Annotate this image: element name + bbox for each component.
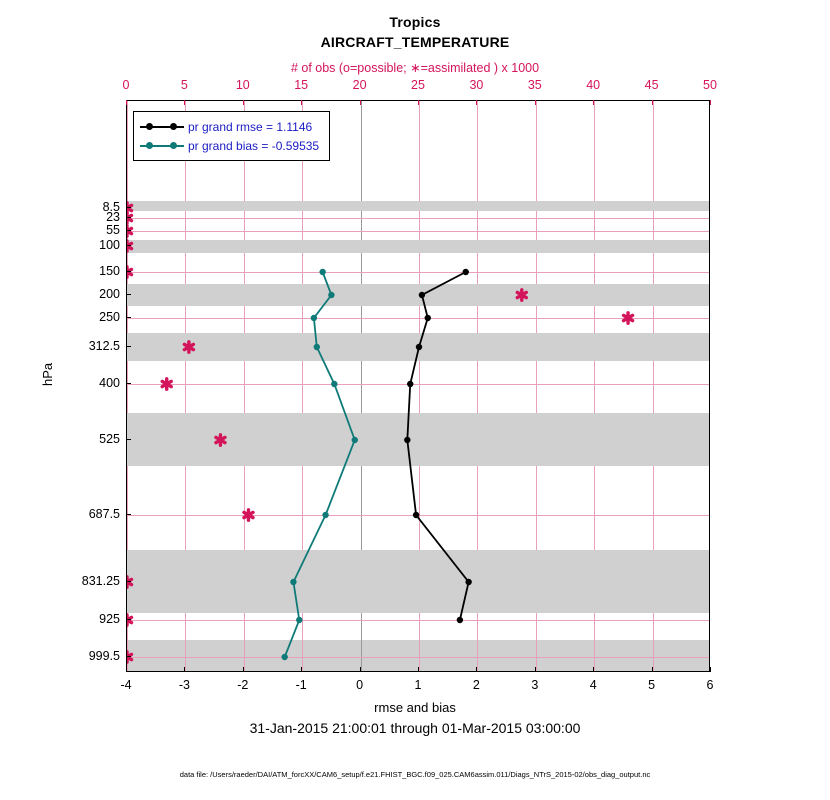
x-tick-label: -4 xyxy=(120,678,132,692)
x-tick-mark xyxy=(418,667,419,672)
y-tick-label: 200 xyxy=(99,287,120,301)
series-point xyxy=(463,269,469,275)
series-line xyxy=(285,272,355,657)
series-point xyxy=(457,617,463,623)
y-tick-label: 150 xyxy=(99,264,120,278)
y-tick-mark xyxy=(126,514,131,515)
series-point xyxy=(425,315,431,321)
top-tick-label: 50 xyxy=(703,78,717,92)
obs-count-marker xyxy=(624,313,633,323)
x-tick-label: 4 xyxy=(589,678,597,692)
x-tick-mark xyxy=(360,667,361,672)
y-tick-mark xyxy=(126,383,131,384)
y-tick-label: 687.5 xyxy=(88,507,120,521)
x-tick-label: 6 xyxy=(706,678,714,692)
y-tick-mark xyxy=(126,217,131,218)
legend-swatch-bias xyxy=(140,140,184,152)
series-point xyxy=(290,579,296,585)
obs-count-marker xyxy=(184,342,193,352)
legend-label-rmse: pr grand rmse = 1.1146 xyxy=(188,119,313,134)
top-tick-label: 40 xyxy=(586,78,601,92)
y-tick-mark xyxy=(126,439,131,440)
legend-item-rmse xyxy=(140,117,319,136)
x-tick-mark xyxy=(184,667,185,672)
chart-legend xyxy=(133,111,330,161)
y-tick-label: 925 xyxy=(99,612,120,626)
legend-item-bias xyxy=(140,136,319,155)
series-point xyxy=(328,292,334,298)
series-point xyxy=(465,579,471,585)
y-tick-label: 100 xyxy=(99,238,120,252)
top-tick-mark xyxy=(710,100,711,105)
series-point xyxy=(331,381,337,387)
top-tick-label: 5 xyxy=(180,78,188,92)
x-tick-mark xyxy=(593,667,594,672)
y-tick-label: 250 xyxy=(99,310,120,324)
series-point xyxy=(281,654,287,660)
top-tick-label: 25 xyxy=(411,78,425,92)
chart-title: Tropics xyxy=(389,14,441,30)
top-tick-label: 20 xyxy=(352,78,367,92)
y-tick-label: 23 xyxy=(106,210,120,224)
obs-count-marker xyxy=(127,577,132,587)
obs-count-marker xyxy=(127,226,132,236)
legend-label-bias: pr grand bias = -0.59535 xyxy=(188,138,320,153)
obs-count-marker xyxy=(127,213,132,223)
series-point xyxy=(319,269,325,275)
y-tick-mark xyxy=(126,207,131,208)
y-tick-mark xyxy=(126,230,131,231)
chart-subtitle: AIRCRAFT_TEMPERATURE xyxy=(320,34,510,50)
top-tick-label: 35 xyxy=(527,78,542,92)
obs-count-marker xyxy=(127,652,132,662)
top-tick-mark xyxy=(301,100,302,105)
top-tick-mark xyxy=(652,100,653,105)
series-point xyxy=(407,381,413,387)
y-tick-label: 8.5 xyxy=(102,200,120,214)
y-tick-label: 400 xyxy=(99,376,120,390)
legend-swatch-rmse xyxy=(140,121,184,133)
top-tick-mark xyxy=(476,100,477,105)
x-tick-mark xyxy=(710,667,711,672)
y-tick-label: 312.5 xyxy=(88,339,120,353)
top-tick-mark xyxy=(184,100,185,105)
y-tick-mark xyxy=(126,656,131,657)
series-point xyxy=(416,344,422,350)
y-tick-label: 55 xyxy=(106,223,120,237)
data-file-caption: data file: /Users/raeder/DAI/ATM_forcXX/CAM6_setup/f.e21.FHIST_BGC.f09_025.CAM6assim.011/Diags_NTrS_2015-02/obs_diag_output.nc xyxy=(179,770,651,779)
series-point xyxy=(322,512,328,518)
series-line xyxy=(407,272,468,620)
y-tick-mark xyxy=(126,346,131,347)
x-tick-label: -3 xyxy=(178,678,190,692)
plot-area xyxy=(126,100,710,672)
y-tick-label: 831.25 xyxy=(81,574,120,588)
top-axis-label: # of obs (o=possible; ∗=assimilated ) x 1000 xyxy=(290,61,540,75)
series-point xyxy=(419,292,425,298)
x-tick-label: 1 xyxy=(414,678,422,692)
top-tick-mark xyxy=(243,100,244,105)
y-tick-mark xyxy=(126,294,131,295)
obs-count-marker xyxy=(162,379,171,389)
obs-count-marker xyxy=(517,290,526,300)
x-tick-label: 3 xyxy=(531,678,539,692)
x-tick-label: 0 xyxy=(356,678,364,692)
obs-count-marker xyxy=(127,267,132,277)
top-tick-mark xyxy=(418,100,419,105)
series-point xyxy=(296,617,302,623)
series-point xyxy=(413,512,419,518)
x-tick-mark xyxy=(126,667,127,672)
top-tick-label: 30 xyxy=(469,78,484,92)
y-tick-label: 525 xyxy=(99,432,120,446)
top-tick-mark xyxy=(360,100,361,105)
y-tick-mark xyxy=(126,317,131,318)
x-tick-mark xyxy=(301,667,302,672)
y-tick-mark xyxy=(126,245,131,246)
y-tick-mark xyxy=(126,581,131,582)
x-tick-label: -1 xyxy=(295,678,307,692)
obs-count-marker xyxy=(127,615,132,625)
time-range-caption: 31-Jan-2015 21:00:01 through 01-Mar-2015 03:00:00 xyxy=(249,720,581,736)
top-tick-label: 15 xyxy=(294,78,309,92)
top-tick-label: 0 xyxy=(122,78,130,92)
series-point xyxy=(314,344,320,350)
series-point xyxy=(404,437,410,443)
series-point xyxy=(311,315,317,321)
x-tick-label: -2 xyxy=(237,678,249,692)
x-tick-mark xyxy=(476,667,477,672)
x-tick-mark xyxy=(243,667,244,672)
data-series-layer xyxy=(127,101,710,672)
x-tick-label: 2 xyxy=(472,678,480,692)
obs-count-marker xyxy=(216,435,225,445)
x-tick-mark xyxy=(652,667,653,672)
y-tick-mark xyxy=(126,271,131,272)
top-tick-label: 10 xyxy=(235,78,250,92)
x-tick-label: 5 xyxy=(648,678,656,692)
top-tick-mark xyxy=(126,100,127,105)
top-tick-mark xyxy=(535,100,536,105)
x-axis-label: rmse and bias xyxy=(374,700,456,715)
top-tick-mark xyxy=(593,100,594,105)
y-axis-label: hPa xyxy=(40,362,55,386)
y-tick-mark xyxy=(126,619,131,620)
x-tick-mark xyxy=(535,667,536,672)
y-tick-label: 999.5 xyxy=(88,649,120,663)
obs-count-marker xyxy=(127,241,132,251)
series-point xyxy=(352,437,358,443)
obs-count-marker xyxy=(244,510,253,520)
top-tick-label: 45 xyxy=(644,78,659,92)
